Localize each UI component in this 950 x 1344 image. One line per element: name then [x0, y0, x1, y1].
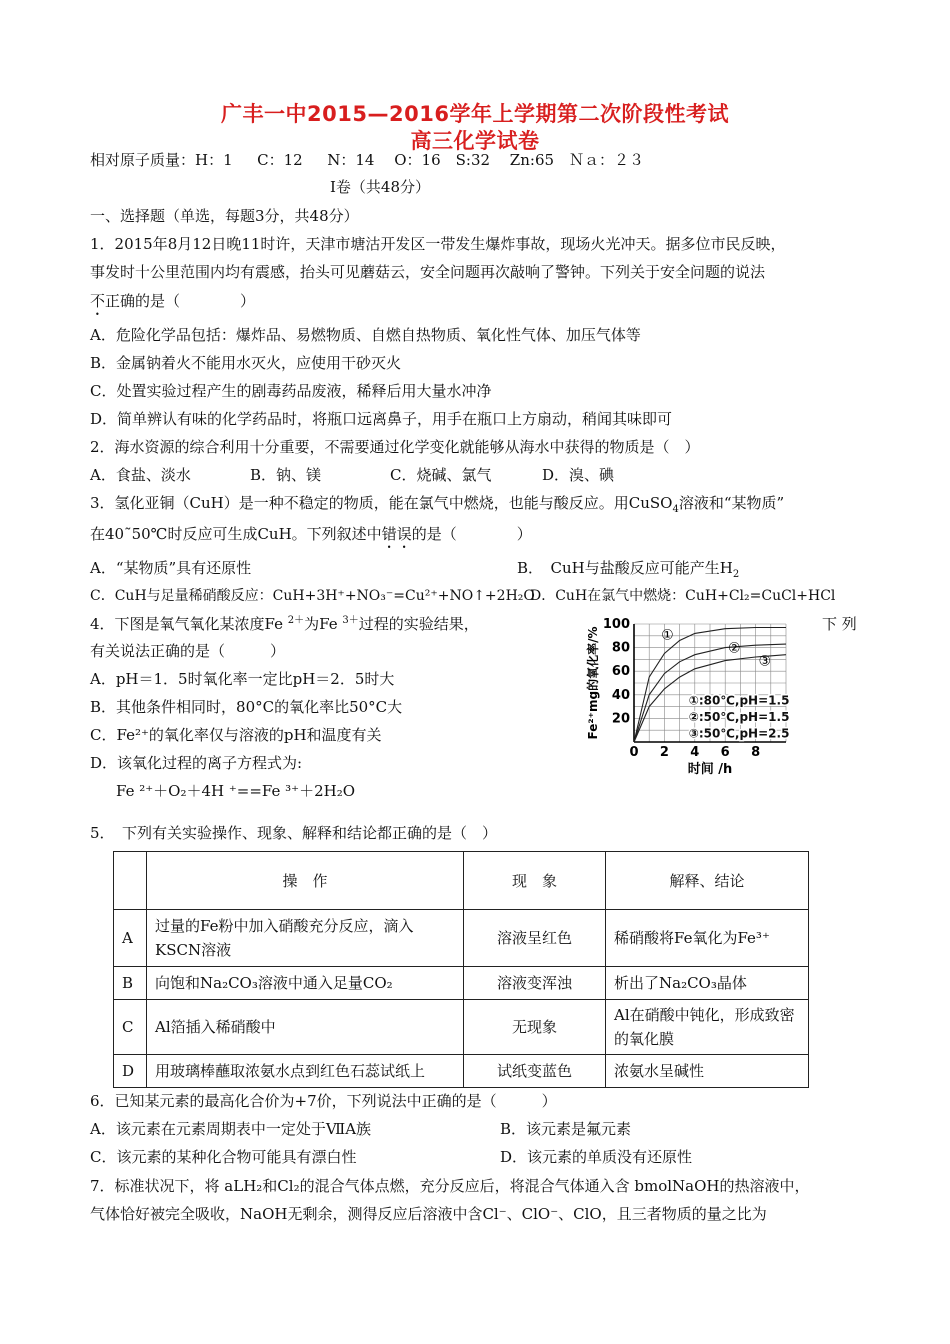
table-cell: 溶液变浑浊 [464, 967, 606, 1000]
table-row [114, 1000, 809, 1055]
q4-line-1b: 为Fe [304, 615, 338, 633]
q1-line-3 [90, 291, 255, 319]
q1-option-a: A．危险化学品包括：爆炸品、易燃物质、自燃自热物质、氧化性气体、加压气体等 [90, 326, 641, 344]
q3-line-2b: 的是（ ） [411, 525, 532, 543]
table-cell: 过量的Fe粉中加入硝酸充分反应，滴入KSCN溶液 [147, 910, 464, 967]
q3-line-2 [90, 524, 532, 552]
q7-line-1: 7．标准状况下，将 aLH₂和Cl₂的混合气体点燃，充分反应后，将混合气体通入含 bmolNaOH的热溶液中， [90, 1177, 810, 1195]
table-cell: Al箔插入稀硝酸中 [147, 1000, 464, 1055]
q2-option-d: D．溴、碘 [542, 466, 615, 484]
series-marker-3: ③ [758, 653, 772, 670]
oxidation-rate-chart [584, 615, 849, 780]
table-cell: 用玻璃棒蘸取浓氨水点到红色石蕊试纸上 [147, 1055, 464, 1088]
series-marker-2: ② [728, 640, 741, 657]
table-cell: 溶液呈红色 [464, 910, 606, 967]
table-cell: 析出了Na₂CO₃晶体 [606, 967, 809, 1000]
q2-option-c: C．烧碱、氯气 [390, 466, 492, 484]
q4-option-c: C．Fe²⁺的氧化率仅与溶液的pH和温度有关 [90, 726, 382, 744]
table-header-cell: 现 象 [464, 852, 606, 910]
y-tick-label: 100 [602, 617, 630, 632]
table-cell: 稀硝酸将Fe氧化为Fe³⁺ [606, 910, 809, 967]
table-cell: Al在硝酸中钝化，形成致密的氧化膜 [606, 1000, 809, 1055]
q1-option-b: B．金属钠着火不能用水灭火，应使用干砂灭火 [90, 354, 402, 372]
q1-option-d: D．简单辨认有味的化学药品时，将瓶口远离鼻子，用手在瓶口上方扇动，稍闻其味即可 [90, 410, 673, 428]
table-cell: C [114, 1000, 147, 1055]
exam-title: 广丰一中2015—2016学年上学期第二次阶段性考试 [221, 102, 729, 126]
y-tick-label: 60 [611, 664, 630, 680]
q3-emphasis: 错误 [381, 525, 412, 543]
q3-option-d: D．CuH在氯气中燃烧：CuH+Cl₂=CuCl+HCl [530, 588, 836, 604]
q1-emphasis: 不 [90, 292, 106, 310]
q4-equation: Fe ²⁺＋O₂＋4H ⁺==Fe ³⁺＋2H₂O [116, 782, 356, 800]
q3-line-1: 3．氢化亚铜（CuH）是一种不稳定的物质，能在氯气中燃烧，也能与酸反应。用CuSO$_4$溶液和“某物质” [90, 494, 785, 515]
q3-option-b-text: B． CuH与盐酸反应可能产生H [517, 559, 733, 577]
table-header-cell [114, 852, 147, 910]
q1-line-3-text: 正确的是（ ） [105, 292, 256, 310]
y-tick-label: 20 [611, 711, 630, 727]
series-marker-1: ① [661, 627, 674, 644]
x-axis-label: 时间 /h [687, 762, 733, 777]
q4-line-1c: 过程的实验结果， [358, 615, 479, 633]
q4-line-1a: 4．下图是氧气氧化某浓度Fe [90, 615, 284, 633]
legend-entry-3: ③:50℃,pH=2.5 [688, 726, 790, 741]
q6-stem: 6．已知某元素的最高化合价为+7价，下列说法中正确的是（ ） [90, 1092, 557, 1110]
table-row [114, 910, 809, 967]
experiment-table [113, 851, 809, 1088]
q4-option-d: D．该氧化过程的离子方程式为: [90, 754, 303, 772]
table-row [114, 967, 809, 1000]
section-one-heading: 一、选择题（单选，每题3分，共48分） [90, 207, 359, 225]
q4-line-1: 4．下图是氧气氧化某浓度Fe $^{2+}$为Fe $^{3+}$过程的实验结果， [90, 615, 479, 633]
legend-entry-1: ①:80℃,pH=1.5 [688, 693, 790, 708]
y-tick-label: 40 [611, 687, 630, 703]
q3-line-1b: 溶液和“某物质” [678, 494, 785, 512]
exam-subtitle: 高三化学试卷 [410, 129, 540, 153]
q1-option-c: C．处置实验过程产生的剧毒药品废液，稀释后用大量水冲净 [90, 382, 492, 400]
q2-stem: 2．海水资源的综合利用十分重要，不需要通过化学变化就能够从海水中获得的物质是（ ） [90, 438, 700, 456]
table-header-row [114, 852, 809, 910]
q2-option-a: A．食盐、淡水 [90, 466, 191, 484]
x-tick-label: 6 [720, 745, 730, 760]
table-cell: A [114, 910, 147, 967]
table-cell: 无现象 [464, 1000, 606, 1055]
table-header-cell: 解释、结论 [606, 852, 809, 910]
q7-line-2: 气体恰好被完全吸收，NaOH无剩余，测得反应后溶液中含Cl⁻、ClO⁻、ClO，且三者物质的量之比为 [90, 1205, 767, 1223]
q3-option-c: C．CuH与足量稀硝酸反应：CuH+3H⁺+NO₃⁻=Cu²⁺+NO↑+2H₂O [90, 588, 535, 604]
table-cell: 试纸变蓝色 [464, 1055, 606, 1088]
q3-option-a: A．“某物质”具有还原性 [90, 559, 252, 577]
q4-line-2: 有关说法正确的是（ ） [90, 642, 286, 660]
atomic-mass-line: 相对原子质量：H：1 C：12 N：14 O：16 S:32 Zn:65 Ｎａ：２３ [90, 151, 645, 169]
y-tick-label: 80 [611, 640, 630, 656]
x-tick-label: 0 [629, 745, 639, 760]
q4-option-b: B．其他条件相同时，80°C的氧化率比50°C大 [90, 698, 403, 716]
q2-option-b: B．钠、镁 [250, 466, 322, 484]
legend-entry-2: ②:50℃,pH=1.5 [688, 710, 790, 725]
q5-stem: 5． 下列有关实验操作、现象、解释和结论都正确的是（ ） [90, 824, 498, 842]
q6-option-b: B．该元素是氟元素 [500, 1120, 632, 1138]
table-row [114, 1055, 809, 1088]
q6-option-c: C．该元素的某种化合物可能具有漂白性 [90, 1148, 357, 1166]
q3-option-b: B． CuH与盐酸反应可能产生$H_2$ [517, 559, 740, 580]
part-one-heading: Ⅰ卷（共48分） [330, 178, 431, 196]
y-axis-label: Fe²⁺mg的氧化率/% [586, 626, 600, 740]
x-tick-label: 8 [751, 745, 761, 760]
q6-option-a: A．该元素在元素周期表中一定处于ⅦA族 [90, 1120, 372, 1138]
table-cell: 向饱和Na₂CO₃溶液中通入足量CO₂ [147, 967, 464, 1000]
table-cell: B [114, 967, 147, 1000]
q4-line-1-tail: 下 列 [822, 615, 857, 633]
q1-line-1: 1．2015年8月12日晚11时许，天津市塘沽开发区一带发生爆炸事故，现场火光冲天。据多位市民反映， [90, 235, 786, 253]
q6-option-d: D．该元素的单质没有还原性 [500, 1148, 693, 1166]
q1-line-2: 事发时十公里范围内均有震感，抬头可见蘑菇云，安全问题再次敲响了警钟。下列关于安全问题的说法 [90, 263, 766, 281]
x-tick-label: 4 [690, 745, 700, 760]
table-header-cell: 操 作 [147, 852, 464, 910]
q3-line-1a: 3．氢化亚铜（CuH）是一种不稳定的物质，能在氯气中燃烧，也能与酸反应。用CuSO [90, 494, 673, 512]
x-tick-label: 2 [659, 745, 669, 760]
table-cell: 浓氨水呈碱性 [606, 1055, 809, 1088]
table-cell: D [114, 1055, 147, 1088]
q3-line-2a: 在40˜50℃时反应可生成CuH。下列叙述中 [90, 525, 382, 543]
q4-option-a: A．pH＝1．5时氧化率一定比pH＝2．5时大 [90, 670, 395, 688]
